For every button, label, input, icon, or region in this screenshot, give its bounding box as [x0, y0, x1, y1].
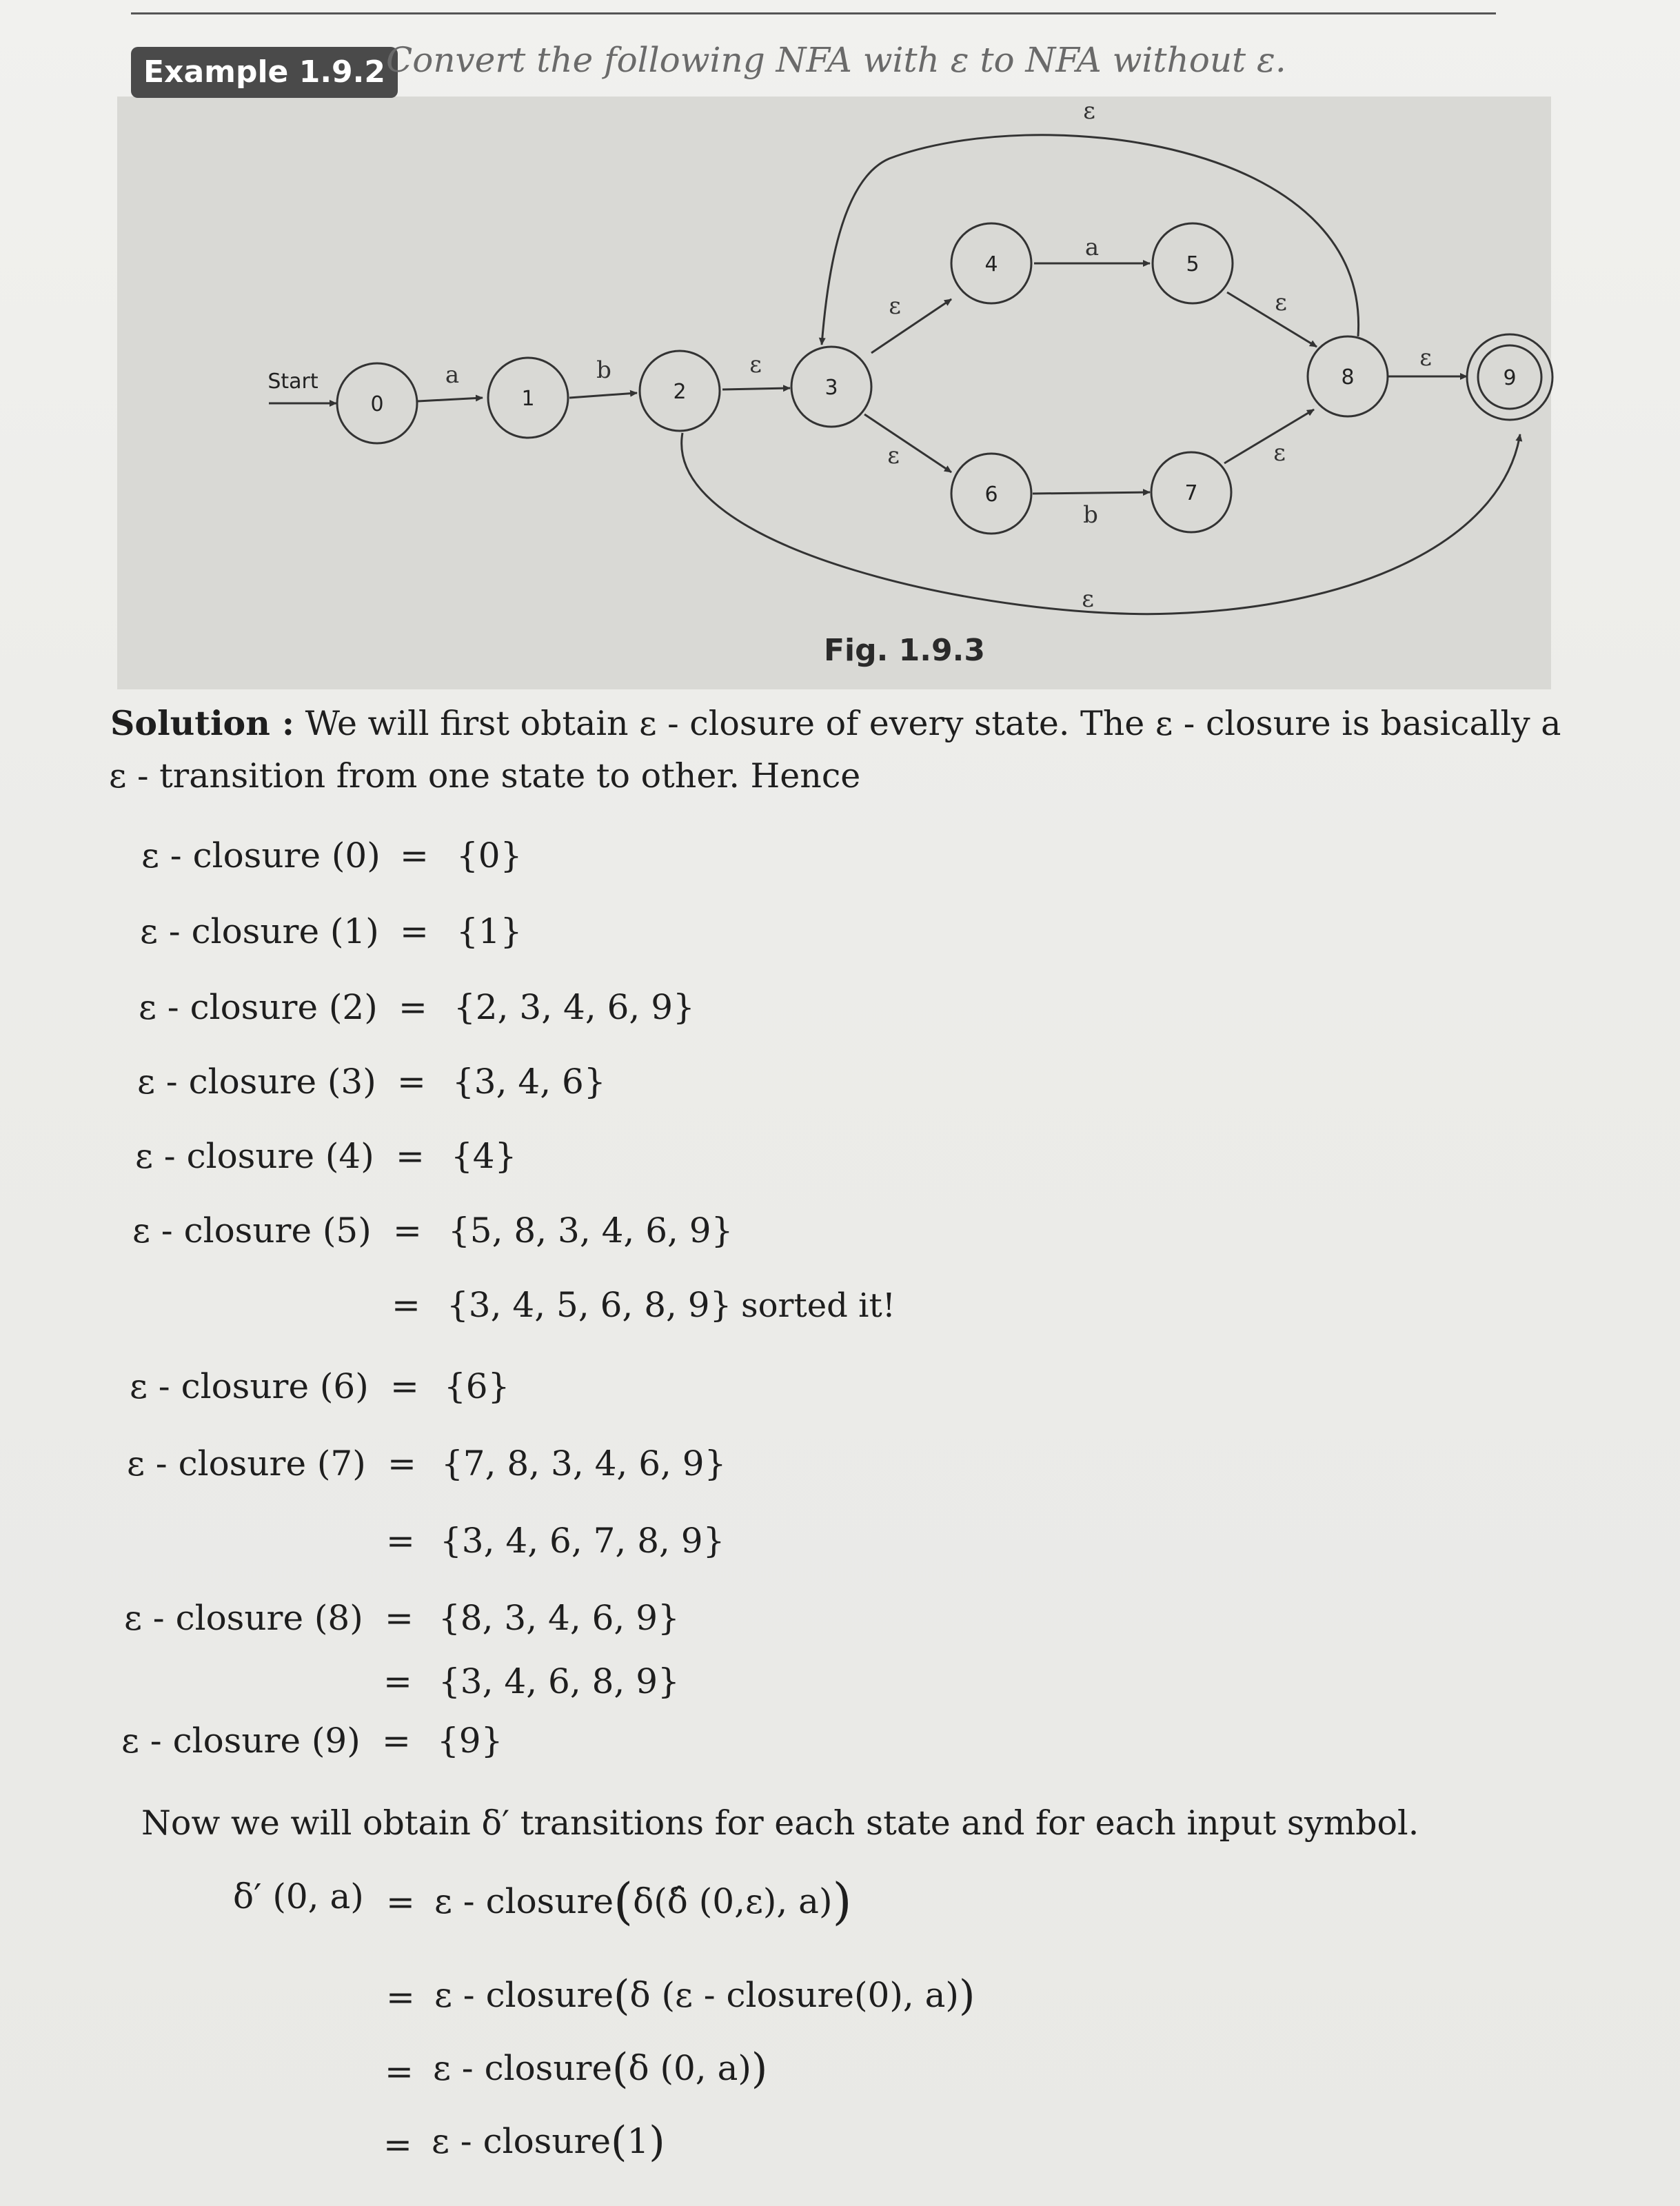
label-2-3: ε	[749, 351, 762, 378]
step0-pre: ε - closure	[434, 1881, 614, 1921]
label-2-9: ε	[1082, 585, 1094, 613]
solution-line-1	[110, 703, 1561, 743]
closure-value-6: {6}	[444, 1366, 510, 1406]
closure-eq-5b: =	[392, 1285, 421, 1325]
start-label: Start	[267, 370, 318, 394]
closure-eq-8b: =	[383, 1661, 412, 1701]
label-0-1: a	[445, 361, 460, 389]
state-label-4: 4	[984, 252, 998, 276]
state-label-5: 5	[1186, 252, 1200, 276]
state-label-1: 1	[521, 387, 535, 411]
edge-7-8	[1224, 409, 1314, 463]
state-label-0: 0	[370, 392, 384, 416]
label-5-8: ε	[1275, 289, 1287, 316]
delta-eq-0: =	[386, 1882, 415, 1922]
closure-label-3: ε - closure (3)	[137, 1062, 376, 1102]
closure-eq-2: =	[398, 987, 427, 1027]
closure-eq-4: =	[396, 1136, 425, 1176]
delta-lhs: δ′ (0, a)	[233, 1876, 364, 1916]
edge-1-2	[569, 393, 637, 398]
sorted-note: sorted it!	[741, 1286, 896, 1325]
closure-label-0: ε - closure (0)	[141, 836, 381, 876]
closure-value-5: {5, 8, 3, 4, 6, 9}	[448, 1211, 733, 1251]
solution-lead: Solution :	[110, 703, 295, 743]
delta-eq-2: =	[385, 2052, 414, 2092]
closure-value-8: {8, 3, 4, 6, 9}	[438, 1598, 680, 1638]
closure-label-8: ε - closure (8)	[124, 1598, 363, 1638]
state-label-3: 3	[824, 376, 838, 400]
closure-label-5: ε - closure (5)	[132, 1211, 372, 1251]
closure-label-6: ε - closure (6)	[130, 1366, 369, 1406]
label-8-9: ε	[1419, 344, 1432, 372]
closure-label-9: ε - closure (9)	[121, 1721, 361, 1761]
delta-step-3: ε - closure(1)	[432, 2118, 665, 2166]
state-label-6: 6	[984, 483, 998, 507]
closure-label-1: ε - closure (1)	[140, 911, 379, 951]
closure-label-7: ε - closure (7)	[127, 1444, 366, 1484]
closure-eq-6: =	[390, 1366, 419, 1406]
closure-eq-7: =	[387, 1444, 416, 1484]
closure-value-3: {3, 4, 6}	[452, 1062, 606, 1102]
closure-eq-9: =	[382, 1721, 411, 1761]
edge-5-8	[1227, 292, 1317, 347]
state-label-9: 9	[1503, 366, 1517, 390]
edge-2-9-bypass	[682, 433, 1520, 614]
step1-inner: δ (ε - closure(0), a)	[629, 1975, 959, 2015]
step0-inner: δ(δ̂ (0,ε), a)	[633, 1881, 833, 1921]
closure-label-2: ε - closure (2)	[139, 987, 378, 1027]
label-3-6: ε	[887, 442, 900, 469]
solution-line-2: ε - transition from one state to other. Hence	[109, 756, 861, 796]
label-4-5: a	[1084, 234, 1100, 261]
closure-value-8b: {3, 4, 6, 8, 9}	[438, 1661, 680, 1701]
step3-inner: 1	[627, 2121, 649, 2161]
delta-intro: Now we will obtain δ′ transitions for each state and for each input symbol.	[141, 1803, 1419, 1843]
edge-3-6	[864, 414, 951, 472]
closure-eq-1: =	[400, 911, 429, 951]
edge-0-1	[418, 398, 483, 401]
closure-eq-3: =	[397, 1062, 426, 1102]
closure-value-1: {1}	[456, 911, 523, 951]
state-label-2: 2	[673, 380, 687, 404]
step1-pre: ε - closure	[434, 1975, 614, 2015]
label-6-7: b	[1083, 501, 1098, 529]
closure-eq-0: =	[400, 836, 429, 876]
label-7-8: ε	[1273, 439, 1286, 467]
step3-pre: ε - closure	[432, 2121, 611, 2161]
label-3-4: ε	[889, 292, 901, 320]
closure-value-0: {0}	[456, 836, 523, 876]
solution-text-1: We will first obtain ε - closure of every state. The ε - closure is basically a	[305, 704, 1561, 743]
closure-value-9: {9}	[437, 1721, 503, 1761]
label-1-2: b	[596, 356, 611, 384]
closure-value-5b: {3, 4, 5, 6, 8, 9}	[447, 1285, 732, 1325]
step2-inner: δ (0, a)	[628, 2048, 751, 2088]
closure-eq-5: =	[393, 1211, 422, 1251]
example-title: Convert the following NFA with ε to NFA without ε.	[386, 40, 1286, 80]
edge-6-7	[1033, 492, 1150, 494]
state-label-7: 7	[1184, 481, 1198, 505]
closure-label-4: ε - closure (4)	[135, 1136, 374, 1176]
state-label-8: 8	[1341, 365, 1355, 389]
delta-step-1: ε - closure(δ (ε - closure(0), a))	[434, 1972, 975, 2020]
delta-step-0: ε - closure(δ(δ̂ (0,ε), a))	[434, 1872, 852, 1930]
closure-eq-7b: =	[386, 1521, 415, 1561]
closure-value-2: {2, 3, 4, 6, 9}	[454, 987, 695, 1027]
edge-2-3	[722, 388, 790, 389]
edge-3-4	[871, 299, 951, 353]
figure-caption: Fig. 1.9.3	[824, 633, 985, 668]
closure-value-7: {7, 8, 3, 4, 6, 9}	[441, 1444, 727, 1484]
label-8-3: ε	[1083, 97, 1095, 125]
delta-eq-1: =	[386, 1977, 415, 2017]
delta-step-2: ε - closure(δ (0, a))	[433, 2045, 768, 2093]
delta-eq-3: =	[383, 2125, 412, 2165]
example-badge: Example 1.9.2	[131, 47, 398, 98]
closure-value-4: {4}	[451, 1136, 517, 1176]
nfa-diagram	[0, 0, 1680, 689]
closure-value-7b: {3, 4, 6, 7, 8, 9}	[440, 1521, 725, 1561]
step2-pre: ε - closure	[433, 2048, 613, 2088]
closure-eq-8: =	[385, 1598, 414, 1638]
